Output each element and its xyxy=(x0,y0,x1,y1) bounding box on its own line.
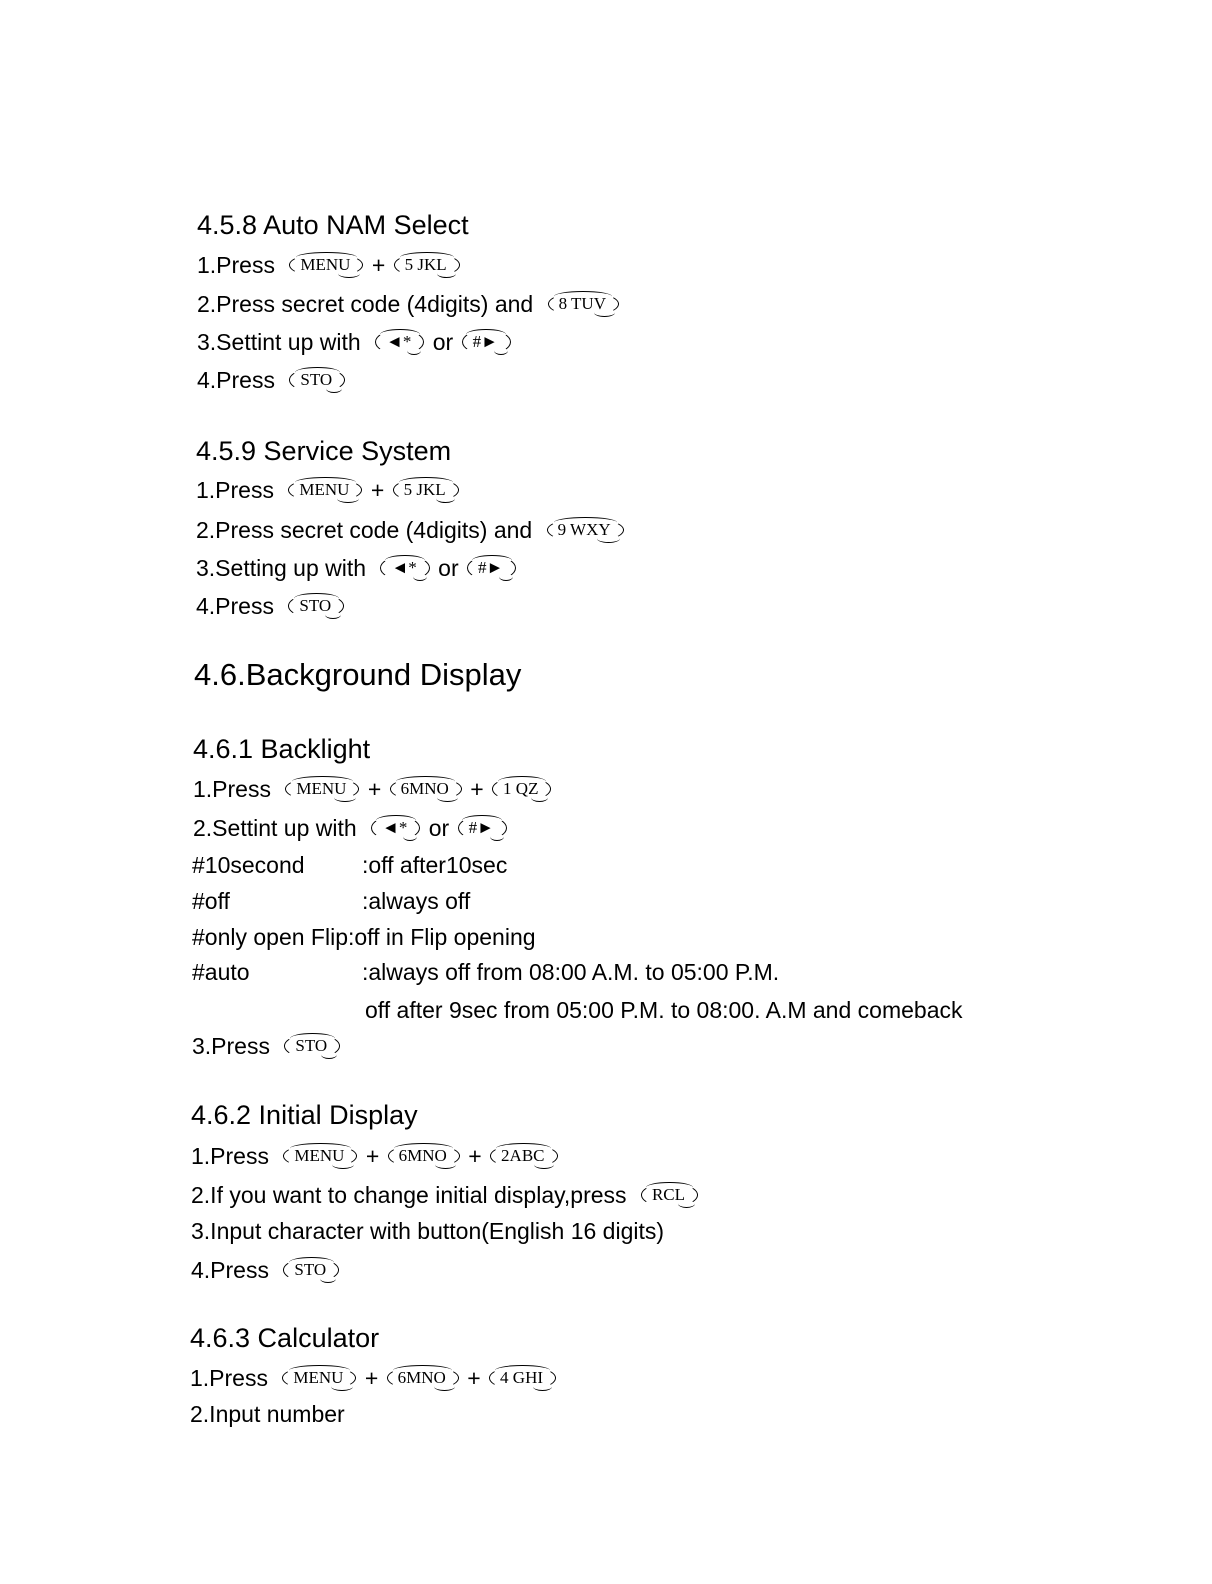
step-line xyxy=(193,774,553,804)
plus-sign: + xyxy=(371,252,386,278)
step-line xyxy=(196,515,626,545)
step-text: 3.Setting up with xyxy=(196,555,367,581)
hash-right-key: #► xyxy=(458,816,507,840)
or-text: or xyxy=(438,555,459,581)
plus-sign: + xyxy=(367,776,382,802)
key-5-jkl: 5 JKL xyxy=(393,478,459,502)
step-line xyxy=(196,591,346,621)
section-title-4-5-8: 4.5.8 Auto NAM Select xyxy=(197,210,469,240)
left-star-key: ◄* xyxy=(380,556,429,580)
step-line xyxy=(197,250,462,280)
step-line xyxy=(197,327,513,357)
step-text: 4.Press xyxy=(197,367,275,393)
step-line: 2.Input number xyxy=(190,1401,345,1427)
section-title-4-6: 4.6.Background Display xyxy=(194,657,522,692)
menu-key: MENU xyxy=(283,1144,357,1168)
or-text: or xyxy=(432,329,454,355)
step-text: 3.Settint up with xyxy=(197,329,361,355)
step-text: 2.If you want to change initial display,press xyxy=(191,1182,627,1208)
step-line xyxy=(197,365,347,395)
menu-key: MENU xyxy=(289,253,363,277)
step-line xyxy=(191,1255,341,1285)
option-desc: :always off from 08:00 A.M. to 05:00 P.M. xyxy=(362,959,780,985)
step-line xyxy=(197,289,621,319)
sto-key: STO xyxy=(288,594,344,618)
step-text: 1.Press xyxy=(193,776,271,802)
key-6-mno: 6MNO xyxy=(387,1366,459,1390)
option-name: #10second xyxy=(192,852,305,878)
sto-key: STO xyxy=(289,368,345,392)
option-line: #only open Flip:off in Flip opening xyxy=(192,924,536,950)
section-title-4-6-1: 4.6.1 Backlight xyxy=(193,734,371,764)
key-8-tuv: 8 TUV xyxy=(548,292,619,316)
sto-key: STO xyxy=(283,1258,339,1282)
key-1-qz: 1 QZ xyxy=(492,777,551,801)
step-line xyxy=(191,1141,560,1171)
step-text: 4.Press xyxy=(196,593,274,619)
hash-right-key: #► xyxy=(467,556,516,580)
key-6-mno: 6MNO xyxy=(390,777,462,801)
option-desc: :always off xyxy=(362,888,471,914)
sto-key: STO xyxy=(284,1034,340,1058)
section-title-4-6-2: 4.6.2 Initial Display xyxy=(191,1100,418,1130)
section-title-4-5-9: 4.5.9 Service System xyxy=(196,436,452,466)
rcl-key: RCL xyxy=(641,1183,698,1207)
step-line xyxy=(190,1363,558,1393)
step-text: 3.Press xyxy=(192,1033,270,1059)
option-name: #auto xyxy=(192,959,250,985)
menu-key: MENU xyxy=(285,777,359,801)
left-star-key: ◄* xyxy=(371,816,420,840)
menu-key: MENU xyxy=(282,1366,356,1390)
step-line xyxy=(191,1180,700,1210)
plus-sign: + xyxy=(364,1365,379,1391)
plus-sign: + xyxy=(467,1365,481,1391)
left-star-key: ◄* xyxy=(375,330,424,354)
step-line: 3.Input character with button(English 16 digits) xyxy=(191,1218,665,1244)
step-text: 1.Press xyxy=(197,252,275,278)
plus-sign: + xyxy=(468,1143,482,1169)
option-desc: :off after10sec xyxy=(362,852,508,878)
step-line xyxy=(192,1031,342,1061)
step-text: 1.Press xyxy=(196,477,274,503)
hash-right-key: #► xyxy=(462,330,511,354)
step-text: 2.Press secret code (4digits) and xyxy=(197,291,534,317)
step-text: 1.Press xyxy=(191,1143,269,1169)
step-line xyxy=(193,813,509,843)
section-title-4-6-3: 4.6.3 Calculator xyxy=(190,1323,380,1353)
plus-sign: + xyxy=(370,477,385,503)
option-line xyxy=(192,957,779,987)
step-text: 4.Press xyxy=(191,1257,269,1283)
plus-sign: + xyxy=(470,776,484,802)
key-6-mno: 6MNO xyxy=(388,1144,460,1168)
option-line xyxy=(192,886,470,916)
key-4-ghi: 4 GHI xyxy=(489,1366,556,1390)
step-text: 2.Settint up with xyxy=(193,815,357,841)
key-9-wxy: 9 WXY xyxy=(547,518,624,542)
option-desc-continued: off after 9sec from 05:00 P.M. to 08:00. A.M and comeback xyxy=(365,997,963,1023)
option-name: #off xyxy=(192,888,230,914)
step-line xyxy=(196,475,461,505)
key-2-abc: 2ABC xyxy=(490,1144,557,1168)
option-line xyxy=(192,850,507,880)
step-line xyxy=(196,553,518,583)
key-5-jkl: 5 JKL xyxy=(394,253,460,277)
plus-sign: + xyxy=(365,1143,380,1169)
step-text: 1.Press xyxy=(190,1365,268,1391)
or-text: or xyxy=(428,815,450,841)
menu-key: MENU xyxy=(288,478,362,502)
step-text: 2.Press secret code (4digits) and xyxy=(196,517,533,543)
